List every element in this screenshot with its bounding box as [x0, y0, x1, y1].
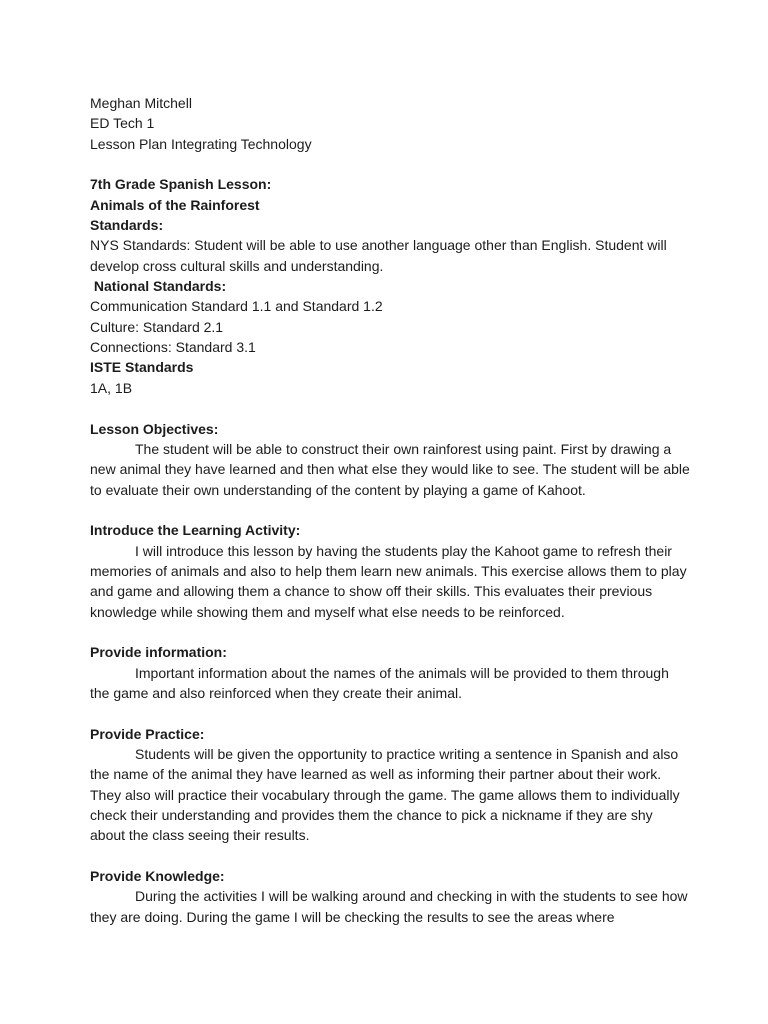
section-body: Important information about the names of the animals will be provided to them through the game and also reinforced when they create their animal.: [90, 664, 669, 701]
section-body: Students will be given the opportunity to practice writing a sentence in Spanish and also the name of the animal they have learned as well as informing their partner about their work. They also will practice their vocabulary through the game. The game allows them to individually check their understanding and provides them the chance to pick a nickname if they are shy about the class seeing their results.: [90, 746, 680, 844]
section-heading: Provide Practice:: [90, 725, 205, 742]
author-name: Meghan Mitchell: [90, 95, 192, 111]
section-heading: Lesson Objectives:: [90, 420, 219, 437]
section-body: During the activities I will be walking around and checking in with the students to see how they are doing. During the game I will be checking the results to see the areas where: [90, 888, 688, 925]
standards-heading: Standards:: [90, 217, 164, 234]
course-name: ED Tech 1: [90, 115, 155, 132]
iste-standards-value: 1A, 1B: [90, 379, 133, 396]
national-standard-item: Connections: Standard 3.1: [90, 339, 256, 356]
spacer: [90, 500, 690, 520]
lesson-subtitle: Animals of the Rainforest: [90, 196, 260, 213]
section-heading: Provide information:: [90, 644, 227, 661]
section-heading: Provide Knowledge:: [90, 868, 225, 885]
section-heading: Introduce the Learning Activity:: [90, 522, 301, 539]
spacer: [90, 846, 690, 866]
document-page: [90, 93, 690, 927]
national-standard-item: Communication Standard 1.1 and Standard 1.2: [90, 298, 383, 315]
section-body: The student will be able to construct their own rainforest using paint. First by drawing a new animal they have learned and then what else they would like to see. The student will be able to evaluate their own understanding of the content by playing a game of Kahoot.: [90, 440, 690, 498]
spacer: [90, 622, 690, 642]
section-body: I will introduce this lesson by having the students play the Kahoot game to refresh their memories of animals and also to help them learn new animals. This exercise allows them to play and game and allowing them a chance to show off their skills. This evaluates their previous knowledge while showing them and myself what else needs to be reinforced.: [90, 542, 687, 620]
national-standards-heading: National Standards:: [90, 278, 227, 295]
spacer: [90, 398, 690, 418]
iste-standards-heading: ISTE Standards: [90, 359, 194, 376]
national-standard-item: Culture: Standard 2.1: [90, 318, 224, 335]
assignment-title: Lesson Plan Integrating Technology: [90, 135, 312, 152]
lesson-title: 7th Grade Spanish Lesson:: [90, 176, 272, 193]
spacer: [90, 703, 690, 723]
spacer: [90, 154, 690, 174]
nys-standards-text: NYS Standards: Student will be able to use another language other than English. Student will develop cross cultural skills and understanding.: [90, 237, 667, 274]
